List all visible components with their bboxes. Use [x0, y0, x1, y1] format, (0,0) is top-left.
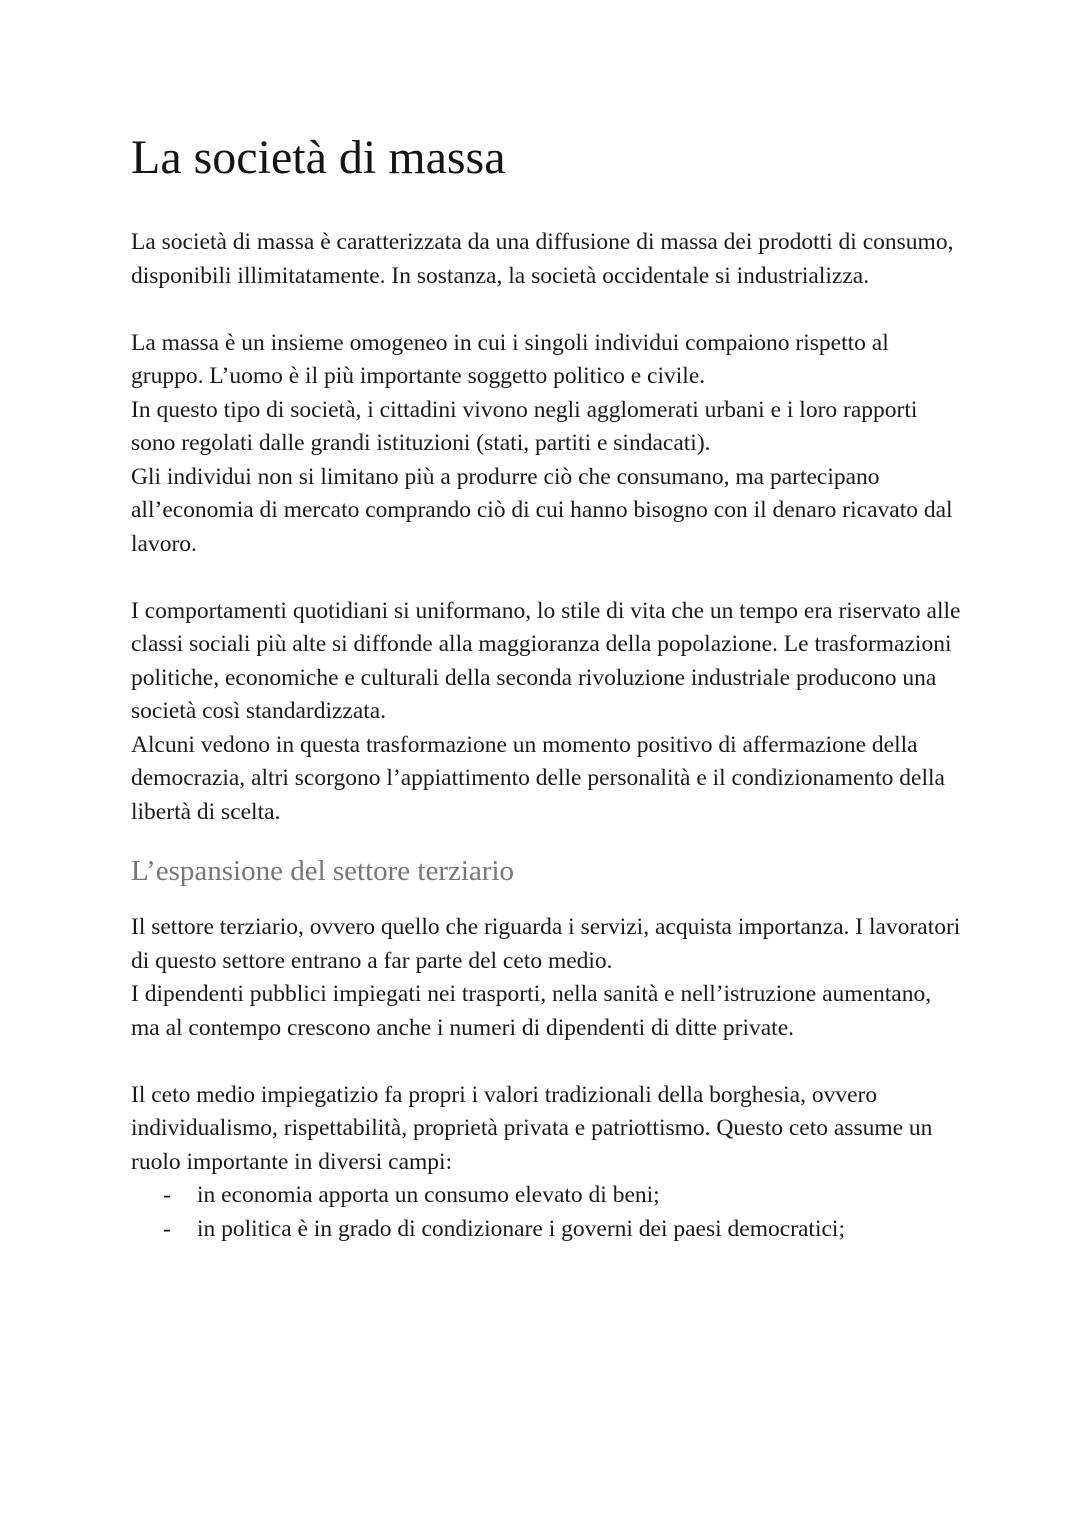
paragraph-tertiary-line-1: Il settore terziario, ovvero quello che riguarda i servizi, acquista importanza. I lavoratori di questo settore entrano a far parte del ceto medio.: [131, 914, 961, 974]
document-content: [131, 128, 961, 1246]
list-item: [131, 1213, 961, 1247]
paragraph-middle-class: Il ceto medio impiegatizio fa propri i valori tradizionali della borghesia, ovvero individualismo, rispettabilità, proprietà privata e patriottismo. Questo ceto assume un ruolo importante in diversi campi:: [131, 1081, 933, 1175]
paragraph-behaviors-line-2: Alcuni vedono in questa trasformazione un momento positivo di affermazione della democrazia, altri scorgono l’appiattimento delle personalità e il condizionamento della libertà di scelta.: [131, 731, 945, 825]
paragraph-tertiary-line-2: I dipendenti pubblici impiegati nei trasporti, nella sanità e nell’istruzione aumentano, ma al contempo crescono anche i numeri di dipendenti di ditte private.: [131, 981, 932, 1041]
paragraph-behaviors-line-1: I comportamenti quotidiani si uniformano, lo stile di vita che un tempo era riservato alle classi sociali più alte si diffonde alla maggioranza della popolazione. Le trasformazioni politiche, economiche e culturali della seconda rivoluzione industriale producono una società così standardizzata.: [131, 597, 961, 724]
page-title: La società di massa: [131, 131, 506, 184]
list-item-text: in economia apporta un consumo elevato di beni;: [197, 1182, 660, 1208]
section-heading: L’espansione del settore terziario: [131, 855, 515, 887]
list-item: [131, 1179, 961, 1213]
paragraph-intro: La società di massa è caratterizzata da una diffusione di massa dei prodotti di consumo, disponibili illimitatamente. In sostanza, la società occidentale si industrializza.: [131, 229, 954, 289]
dash-bullet: -: [163, 1215, 171, 1242]
paragraph-spacer: [131, 1045, 961, 1079]
paragraph-mass-line-1: La massa è un insieme omogeneo in cui i singoli individui compaiono rispetto al gruppo. L’uomo è il più importante soggetto politico e civile.: [131, 329, 889, 389]
paragraph-mass-line-3: Gli individui non si limitano più a produrre ciò che consumano, ma partecipano all’economia di mercato comprando ciò di cui hanno bisogno con il denaro ricavato dal lavoro.: [131, 463, 953, 557]
dash-bullet: -: [163, 1182, 171, 1208]
paragraph-spacer: [131, 561, 961, 595]
paragraph-spacer: [131, 293, 961, 327]
roles-list: [131, 1179, 961, 1246]
paragraph-mass-line-2: In questo tipo di società, i cittadini vivono negli agglomerati urbani e i loro rapporti sono regolati dalle grandi istituzioni (stati, partiti e sindacati).: [131, 396, 918, 456]
list-item-text: in politica è in grado di condizionare i governi dei paesi democratici;: [197, 1215, 845, 1242]
